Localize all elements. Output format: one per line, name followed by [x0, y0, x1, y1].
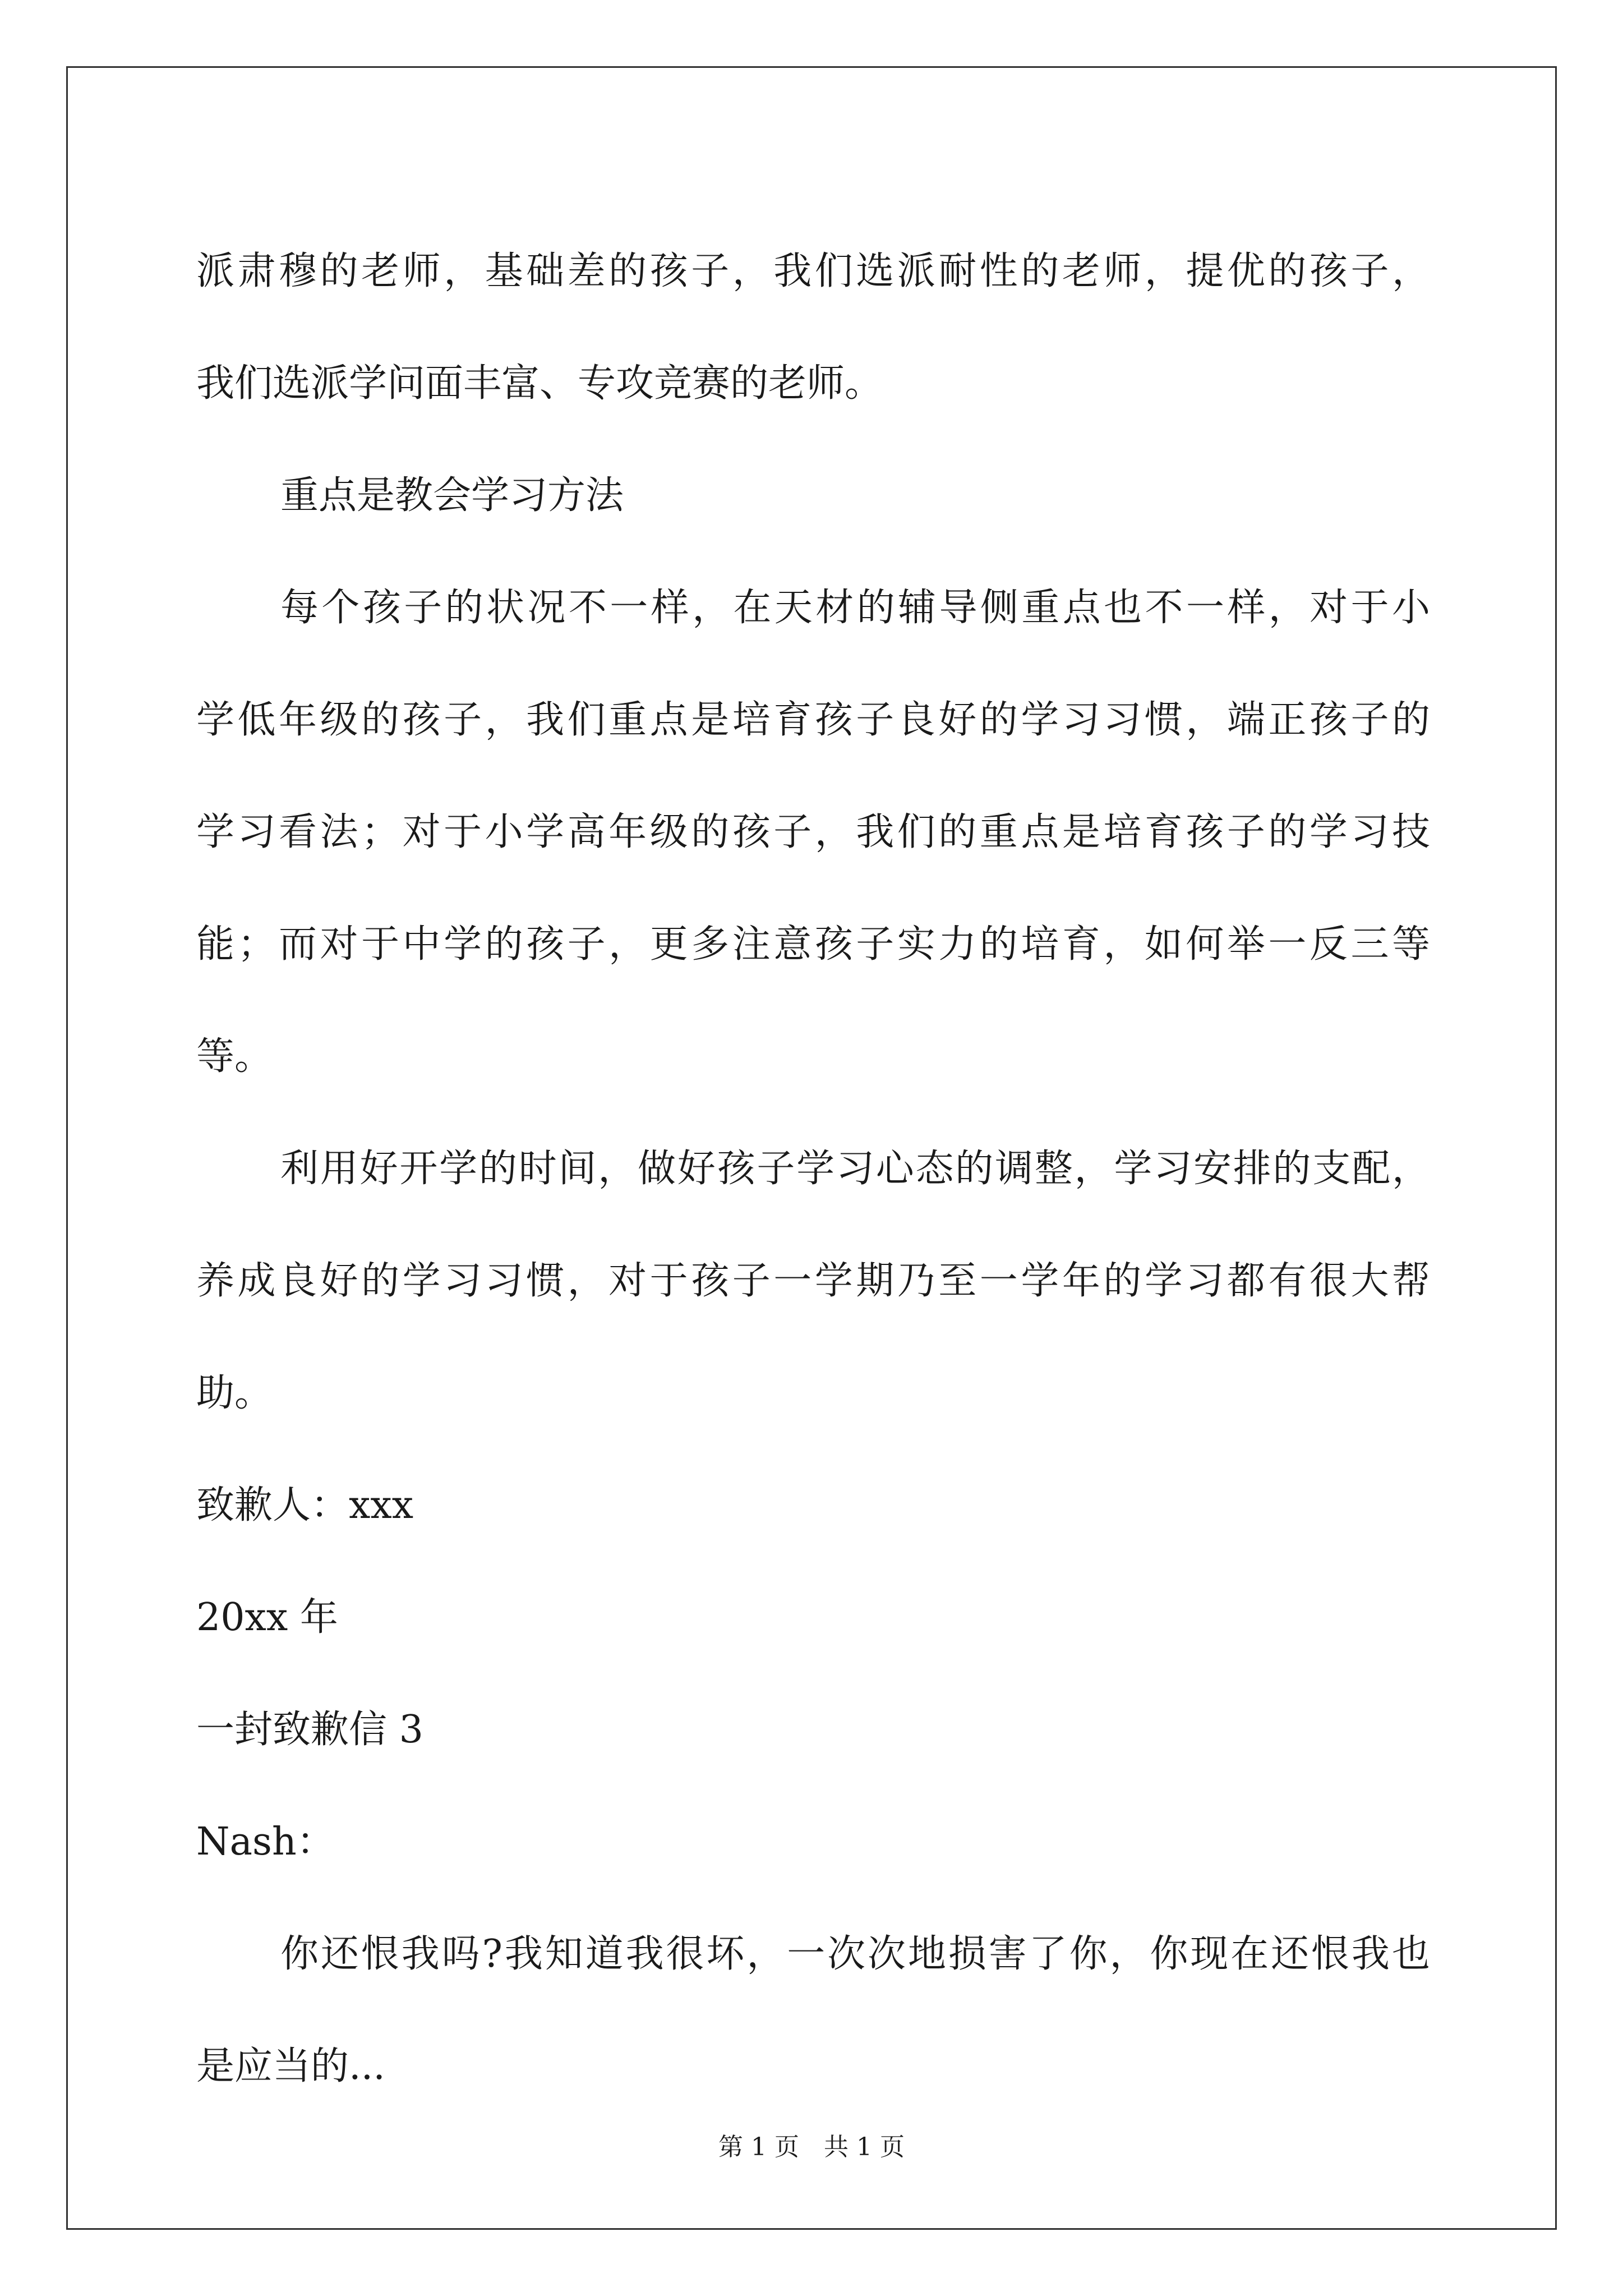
glyph: ；: [237, 922, 276, 967]
glyph: 不: [568, 586, 607, 630]
glyph: 孩: [362, 586, 401, 630]
glyph: 习: [1154, 1147, 1192, 1191]
glyph: 点: [1021, 810, 1059, 854]
line-text: 一封致歉信 3: [196, 1708, 423, 1752]
glyph: 对: [402, 810, 441, 854]
glyph: 的: [445, 586, 483, 630]
glyph: 帮: [1391, 1259, 1430, 1303]
glyph: 注: [732, 922, 771, 967]
glyph: 培: [1021, 922, 1059, 967]
line-text: 助。: [196, 1371, 273, 1415]
glyph: 害: [988, 1932, 1027, 1976]
glyph: 子: [757, 1147, 795, 1191]
glyph: 派: [196, 249, 235, 293]
glyph: 老: [1062, 249, 1100, 293]
glyph: 成: [237, 1259, 276, 1303]
glyph: 还: [1271, 1932, 1310, 1976]
glyph: 学: [796, 1147, 835, 1191]
glyph: 培: [1103, 810, 1142, 854]
glyph: ，: [1391, 1147, 1430, 1191]
glyph: 学: [444, 922, 482, 967]
glyph: 你: [1069, 1932, 1108, 1976]
glyph: 于: [649, 1259, 688, 1303]
glyph: 整: [1034, 1147, 1073, 1191]
glyph: 次: [827, 1932, 866, 1976]
glyph: 一: [773, 1259, 812, 1303]
glyph: 了: [1029, 1932, 1067, 1976]
glyph: 支: [1312, 1147, 1351, 1191]
glyph: 还: [320, 1932, 359, 1976]
glyph: 好: [320, 1259, 358, 1303]
glyph: 等: [1391, 922, 1430, 967]
glyph: 养: [196, 1259, 235, 1303]
glyph: 良: [279, 1259, 317, 1303]
glyph: 导: [939, 586, 978, 630]
glyph: 侧: [980, 586, 1018, 630]
glyph: 的: [320, 249, 358, 293]
text-line: [196, 1001, 1430, 1113]
glyph: 孩: [717, 1147, 755, 1191]
glyph: 子: [732, 1259, 771, 1303]
glyph: 一: [1268, 922, 1307, 967]
glyph: 对: [320, 922, 358, 967]
glyph: 况: [527, 586, 566, 630]
glyph: 子: [404, 586, 442, 630]
glyph: 的: [361, 698, 400, 742]
glyph: ，: [567, 1259, 606, 1303]
glyph: 习: [1350, 810, 1389, 854]
glyph: 用: [320, 1147, 358, 1191]
glyph: 的: [979, 922, 1018, 967]
line-text: 是应当的...: [196, 2044, 385, 2088]
glyph: 子: [567, 922, 606, 967]
text-line: [196, 1898, 1430, 2010]
glyph: 选: [856, 249, 895, 293]
page-footer: [0, 2131, 1623, 2164]
glyph: ，: [1074, 1147, 1113, 1191]
glyph: 法: [320, 810, 358, 854]
text-line: [196, 1225, 1430, 1337]
glyph: 的: [856, 586, 895, 630]
text-line: [196, 664, 1430, 776]
glyph: 高: [567, 810, 606, 854]
glyph: 何: [1186, 922, 1224, 967]
glyph: 的: [478, 1147, 517, 1191]
glyph: 在: [733, 586, 772, 630]
glyph: 提: [1186, 249, 1224, 293]
glyph: 一: [1186, 586, 1224, 630]
glyph: ，: [732, 249, 771, 293]
glyph: 孩: [814, 698, 853, 742]
glyph: 于: [1350, 586, 1389, 630]
glyph: 的: [955, 1147, 994, 1191]
glyph: 我: [1351, 1932, 1390, 1976]
glyph: 础: [526, 249, 565, 293]
glyph: 心: [875, 1147, 914, 1191]
glyph: ，: [814, 810, 853, 854]
glyph: 惯: [1144, 698, 1183, 742]
glyph: 孩: [691, 1259, 730, 1303]
glyph: 排: [1233, 1147, 1271, 1191]
glyph: 良: [897, 698, 935, 742]
glyph: 学: [439, 1147, 478, 1191]
glyph: 育: [1062, 922, 1100, 967]
glyph: 也: [1104, 586, 1142, 630]
glyph: 都: [1227, 1259, 1265, 1303]
glyph: 肃: [237, 249, 276, 293]
glyph: 耐: [938, 249, 977, 293]
glyph: 性: [979, 249, 1018, 293]
glyph: ，: [746, 1932, 785, 1976]
glyph: 至: [938, 1259, 977, 1303]
glyph: 而: [279, 922, 317, 967]
text-line: [196, 889, 1430, 1001]
glyph: 力: [938, 922, 977, 967]
glyph: 好: [938, 698, 977, 742]
line-text: [196, 664, 1430, 776]
glyph: 优: [1227, 249, 1265, 293]
glyph: 很: [1309, 1259, 1348, 1303]
glyph: 小: [1391, 586, 1430, 630]
line-text: [196, 215, 1430, 328]
text-line: [196, 2010, 1430, 2123]
glyph: 的: [608, 249, 647, 293]
glyph: 习: [1186, 1259, 1224, 1303]
glyph: 举: [1227, 922, 1265, 967]
text-line: [196, 215, 1430, 328]
document-body: [196, 215, 1430, 2123]
glyph: 师: [1103, 249, 1142, 293]
line-text: 我们选派学问面丰富、专攻竞赛的老师。: [196, 361, 883, 406]
glyph: 的: [361, 1259, 400, 1303]
glyph: 子: [1227, 810, 1265, 854]
line-text: 等。: [196, 1034, 273, 1079]
glyph: 次: [868, 1932, 906, 1976]
glyph: 对: [608, 1259, 647, 1303]
glyph: 好: [677, 1147, 716, 1191]
glyph: ，: [692, 586, 731, 630]
glyph: ，: [608, 922, 647, 967]
glyph: 子: [1350, 249, 1389, 293]
glyph: 的: [938, 810, 977, 854]
glyph: 派: [897, 249, 935, 293]
glyph: 有: [1268, 1259, 1307, 1303]
glyph: 子: [856, 922, 895, 967]
glyph: 你: [1150, 1932, 1188, 1976]
glyph: 们: [567, 698, 606, 742]
glyph: 的: [1268, 249, 1307, 293]
glyph: 孩: [1186, 810, 1224, 854]
glyph: 反: [1309, 922, 1348, 967]
glyph: 重: [979, 810, 1018, 854]
glyph: 在: [1230, 1932, 1269, 1976]
glyph: 能: [196, 922, 235, 967]
text-line: [196, 1337, 1430, 1450]
glyph: 好: [359, 1147, 398, 1191]
glyph: 差: [567, 249, 606, 293]
glyph: 孩: [814, 922, 853, 967]
glyph: 孩: [1309, 249, 1348, 293]
glyph: 坏: [706, 1932, 745, 1976]
glyph: ，: [485, 698, 523, 742]
glyph: ，: [444, 249, 482, 293]
text-line: [196, 552, 1430, 664]
glyph: 对: [1310, 586, 1348, 630]
glyph: 时: [518, 1147, 557, 1191]
glyph: 老: [361, 249, 400, 293]
text-line: [196, 440, 1430, 552]
glyph: 是: [1062, 810, 1100, 854]
glyph: 学: [1021, 1259, 1059, 1303]
glyph: 学: [1144, 1259, 1183, 1303]
glyph: 子: [856, 698, 895, 742]
glyph: 恨: [1311, 1932, 1350, 1976]
signature-line: [196, 1450, 1430, 1562]
glyph: 学: [526, 810, 565, 854]
glyph: 一: [610, 586, 648, 630]
line-text: [280, 552, 1430, 664]
glyph: 安: [1193, 1147, 1232, 1191]
glyph: 现: [1190, 1932, 1229, 1976]
glyph: 习: [1062, 698, 1100, 742]
glyph: 孩: [526, 922, 565, 967]
line-text: [196, 776, 1430, 889]
glyph: 孩: [732, 810, 771, 854]
glyph: ，: [1186, 698, 1224, 742]
glyph: 重: [1021, 586, 1060, 630]
glyph: 惯: [526, 1259, 565, 1303]
glyph: 学: [1021, 698, 1059, 742]
glyph: 的: [1391, 698, 1430, 742]
glyph: 子: [1350, 698, 1389, 742]
glyph: 恨: [361, 1932, 399, 1976]
glyph: 大: [1350, 1259, 1389, 1303]
glyph: 辅: [898, 586, 937, 630]
glyph: 我: [504, 1932, 543, 1976]
glyph: 的: [979, 698, 1018, 742]
glyph: 如: [1144, 922, 1183, 967]
glyph: 孩: [649, 249, 688, 293]
glyph: 育: [773, 698, 812, 742]
glyph: 是: [691, 698, 730, 742]
glyph: ，: [1109, 1932, 1148, 1976]
glyph: 看: [279, 810, 317, 854]
glyph: 习: [237, 810, 276, 854]
glyph: 状: [486, 586, 525, 630]
glyph: 多: [691, 922, 730, 967]
glyph: 子: [773, 810, 812, 854]
text-line: [196, 328, 1430, 440]
glyph: 样: [651, 586, 689, 630]
glyph: 孩: [1309, 698, 1348, 742]
glyph: 们: [897, 810, 935, 854]
glyph: 地: [907, 1932, 946, 1976]
glyph: 培: [732, 698, 771, 742]
page-number: 第 1 页 共 1 页: [718, 2133, 905, 2161]
glyph: 每: [280, 586, 319, 630]
glyph: ；: [361, 810, 400, 854]
text-line: [196, 776, 1430, 889]
glyph: 子: [691, 249, 730, 293]
glyph: 配: [1352, 1147, 1391, 1191]
glyph: 技: [1391, 810, 1430, 854]
line-text: 20xx 年: [196, 1595, 338, 1640]
glyph: 天: [774, 586, 813, 630]
line-text: [280, 1113, 1430, 1225]
date-line: [196, 1562, 1430, 1674]
glyph: 个: [321, 586, 360, 630]
glyph: 孩: [402, 698, 441, 742]
salutation-line: [196, 1786, 1430, 1898]
glyph: 道: [585, 1932, 624, 1976]
glyph: 中: [402, 922, 441, 967]
glyph: 师: [402, 249, 441, 293]
glyph: 做: [638, 1147, 676, 1191]
glyph: 不: [1145, 586, 1183, 630]
glyph: 一: [979, 1259, 1018, 1303]
glyph: 于: [361, 922, 400, 967]
glyph: 我: [856, 810, 895, 854]
text-line: [196, 1113, 1430, 1225]
glyph: 利: [280, 1147, 319, 1191]
glyph: 习: [836, 1147, 874, 1191]
glyph: 间: [558, 1147, 597, 1191]
glyph: 习: [1103, 698, 1142, 742]
glyph: 更: [649, 922, 688, 967]
glyph: 小: [485, 810, 523, 854]
glyph: 损: [948, 1932, 986, 1976]
glyph: 于: [444, 810, 482, 854]
glyph: 年: [608, 810, 647, 854]
glyph: 学: [1309, 810, 1348, 854]
glyph: ，: [1268, 586, 1307, 630]
glyph: 习: [444, 1259, 482, 1303]
glyph: 的: [1268, 810, 1307, 854]
glyph: 开: [399, 1147, 438, 1191]
glyph: ，: [1391, 249, 1430, 293]
glyph: 年: [1062, 1259, 1100, 1303]
glyph: 端: [1227, 698, 1265, 742]
glyph: 学: [402, 1259, 441, 1303]
glyph: 乃: [897, 1259, 935, 1303]
glyph: 的: [1272, 1147, 1311, 1191]
line-text: [196, 1225, 1430, 1337]
glyph: ，: [1144, 249, 1183, 293]
glyph: 我: [625, 1932, 664, 1976]
glyph: 学: [814, 1259, 853, 1303]
glyph: ，: [1103, 922, 1142, 967]
glyph: 实: [897, 922, 935, 967]
glyph: ?: [482, 1932, 502, 1976]
glyph: 学: [1114, 1147, 1152, 1191]
glyph: 子: [444, 698, 482, 742]
line-text: [280, 1898, 1430, 2010]
glyph: 材: [815, 586, 854, 630]
line-text: 致歉人：xxx: [196, 1483, 414, 1527]
line-text: 重点是教会学习方法: [280, 473, 624, 518]
glyph: 我: [773, 249, 812, 293]
glyph: 三: [1350, 922, 1389, 967]
glyph: 的: [1021, 249, 1059, 293]
glyph: 习: [485, 1259, 523, 1303]
glyph: 我: [526, 698, 565, 742]
glyph: 吗: [441, 1932, 480, 1976]
glyph: 知: [545, 1932, 583, 1976]
glyph: 重: [608, 698, 647, 742]
glyph: 育: [1144, 810, 1183, 854]
glyph: 你: [280, 1932, 319, 1976]
glyph: 点: [1062, 586, 1101, 630]
glyph: 态: [915, 1147, 954, 1191]
glyph: 穆: [279, 249, 317, 293]
glyph: 正: [1268, 698, 1307, 742]
glyph: 的: [1103, 1259, 1142, 1303]
glyph: 样: [1227, 586, 1266, 630]
glyph: 的: [485, 922, 523, 967]
glyph: 学: [196, 810, 235, 854]
glyph: 意: [773, 922, 812, 967]
glyph: 学: [196, 698, 235, 742]
glyph: 年: [279, 698, 317, 742]
glyph: 低: [237, 698, 276, 742]
glyph: 期: [856, 1259, 895, 1303]
glyph: 调: [995, 1147, 1034, 1191]
section-title: [196, 1674, 1430, 1786]
glyph: 级: [649, 810, 688, 854]
glyph: 也: [1391, 1932, 1430, 1976]
glyph: 级: [320, 698, 358, 742]
glyph: 点: [649, 698, 688, 742]
line-text: [196, 889, 1430, 1001]
glyph: 基: [485, 249, 523, 293]
glyph: 一: [787, 1932, 826, 1976]
glyph: 的: [691, 810, 730, 854]
glyph: 很: [666, 1932, 704, 1976]
glyph: 们: [814, 249, 853, 293]
line-text: Nash：: [196, 1820, 335, 1864]
glyph: 我: [401, 1932, 440, 1976]
glyph: ，: [598, 1147, 637, 1191]
